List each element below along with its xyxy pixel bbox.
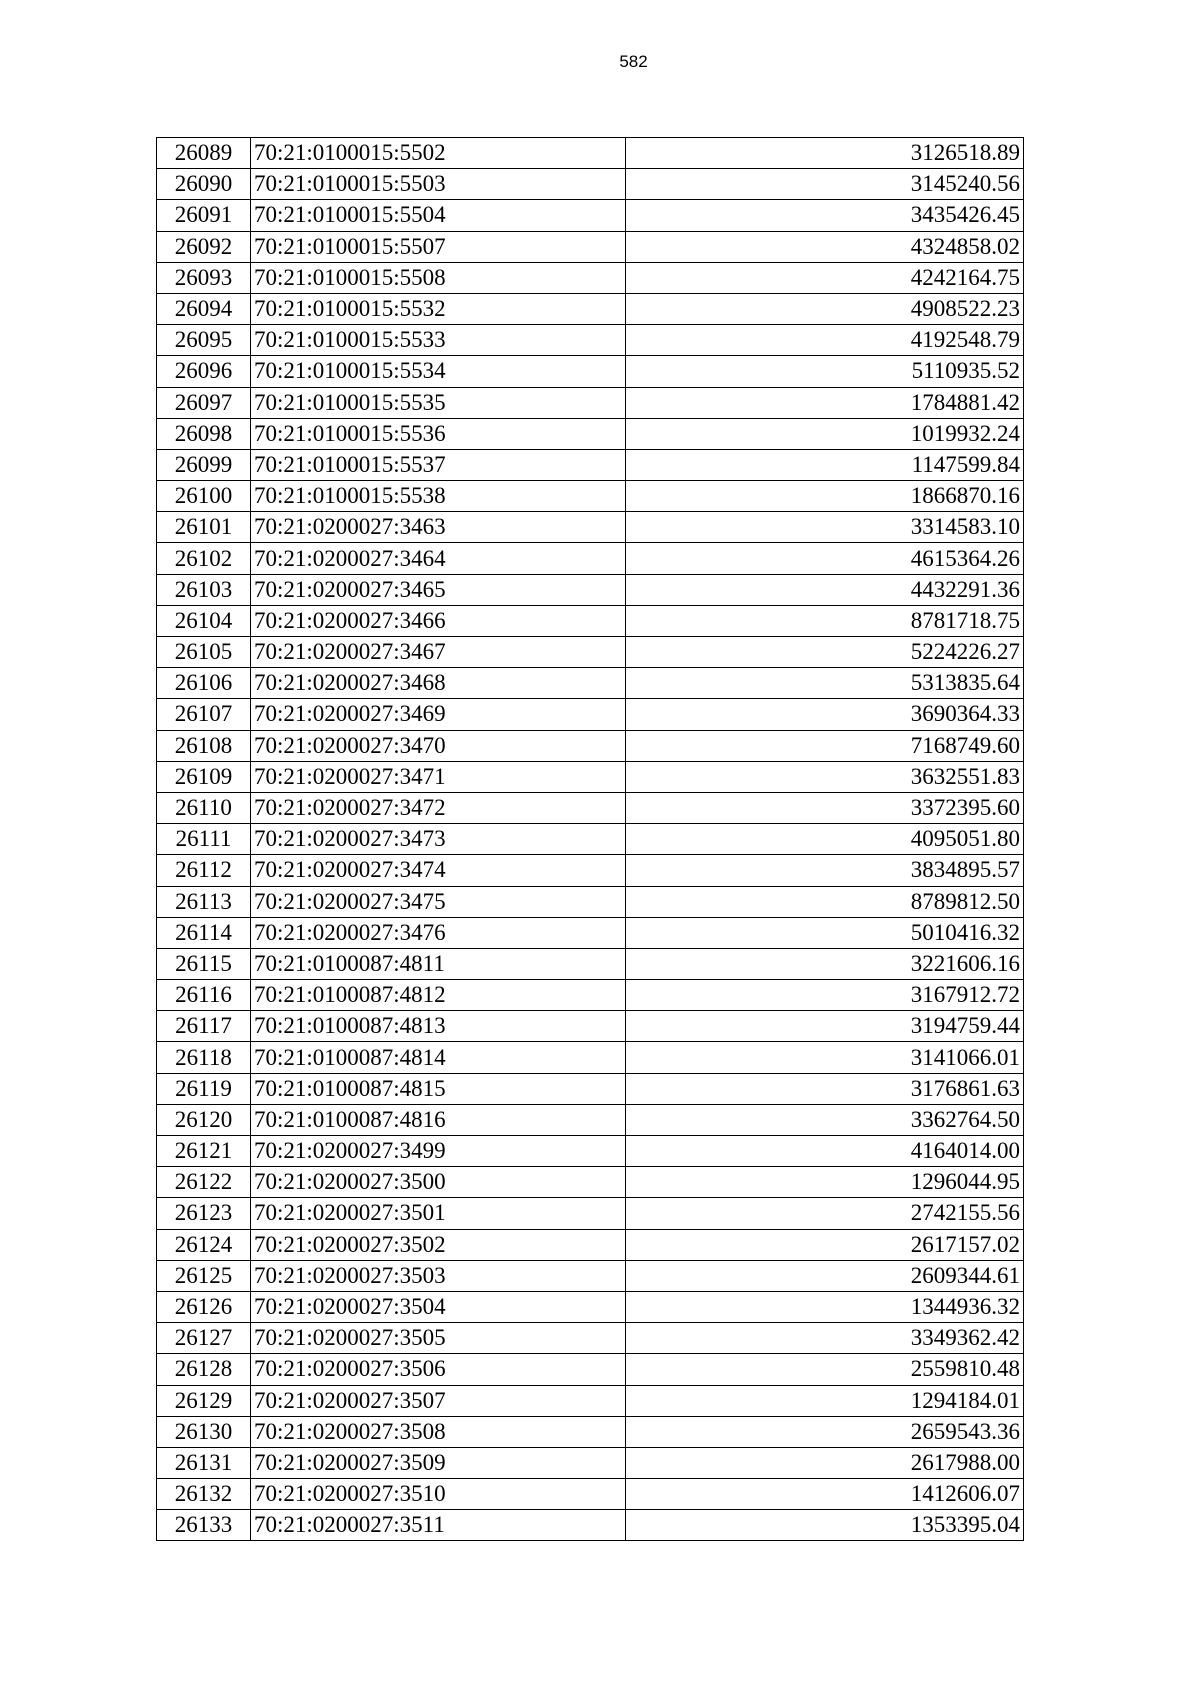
- cadastral-number-cell: 70:21:0100087:4814: [251, 1042, 626, 1073]
- row-number-cell: 26127: [157, 1323, 251, 1354]
- row-number-cell: 26095: [157, 325, 251, 356]
- cadastral-number-cell: 70:21:0200027:3506: [251, 1354, 626, 1385]
- cadastral-number-cell: 70:21:0200027:3503: [251, 1260, 626, 1291]
- value-cell: 4615364.26: [626, 543, 1024, 574]
- row-number-cell: 26100: [157, 481, 251, 512]
- value-cell: 3194759.44: [626, 1011, 1024, 1042]
- value-cell: 3834895.57: [626, 855, 1024, 886]
- table-row: [157, 761, 1024, 792]
- value-cell: 5313835.64: [626, 668, 1024, 699]
- value-cell: 1296044.95: [626, 1167, 1024, 1198]
- row-number-cell: 26121: [157, 1136, 251, 1167]
- row-number-cell: 26099: [157, 449, 251, 480]
- row-number-cell: 26089: [157, 138, 251, 169]
- value-cell: 2617157.02: [626, 1229, 1024, 1260]
- cadastral-number-cell: 70:21:0200027:3499: [251, 1136, 626, 1167]
- table-row: [157, 1011, 1024, 1042]
- data-table: [156, 137, 1024, 1541]
- value-cell: 1344936.32: [626, 1291, 1024, 1322]
- cadastral-number-cell: 70:21:0200027:3505: [251, 1323, 626, 1354]
- row-number-cell: 26115: [157, 948, 251, 979]
- row-number-cell: 26098: [157, 418, 251, 449]
- row-number-cell: 26111: [157, 824, 251, 855]
- cadastral-number-cell: 70:21:0200027:3501: [251, 1198, 626, 1229]
- row-number-cell: 26120: [157, 1104, 251, 1135]
- table-row: [157, 231, 1024, 262]
- row-number-cell: 26122: [157, 1167, 251, 1198]
- table-row: [157, 481, 1024, 512]
- cadastral-number-cell: 70:21:0200027:3508: [251, 1416, 626, 1447]
- cadastral-number-cell: 70:21:0100015:5536: [251, 418, 626, 449]
- row-number-cell: 26117: [157, 1011, 251, 1042]
- row-number-cell: 26093: [157, 262, 251, 293]
- cadastral-number-cell: 70:21:0200027:3470: [251, 730, 626, 761]
- cadastral-number-cell: 70:21:0200027:3472: [251, 792, 626, 823]
- value-cell: 5010416.32: [626, 917, 1024, 948]
- value-cell: 3690364.33: [626, 699, 1024, 730]
- value-cell: 3435426.45: [626, 200, 1024, 231]
- row-number-cell: 26119: [157, 1073, 251, 1104]
- cadastral-number-cell: 70:21:0200027:3511: [251, 1510, 626, 1541]
- value-cell: 8781718.75: [626, 605, 1024, 636]
- value-cell: 5224226.27: [626, 637, 1024, 668]
- table-row: [157, 1354, 1024, 1385]
- table-row: [157, 1104, 1024, 1135]
- value-cell: 1784881.42: [626, 387, 1024, 418]
- value-cell: 3221606.16: [626, 948, 1024, 979]
- table-row: [157, 792, 1024, 823]
- row-number-cell: 26107: [157, 699, 251, 730]
- row-number-cell: 26106: [157, 668, 251, 699]
- value-cell: 2559810.48: [626, 1354, 1024, 1385]
- row-number-cell: 26125: [157, 1260, 251, 1291]
- row-number-cell: 26113: [157, 886, 251, 917]
- cadastral-number-cell: 70:21:0200027:3504: [251, 1291, 626, 1322]
- table-row: [157, 948, 1024, 979]
- table-row: [157, 1291, 1024, 1322]
- value-cell: 3314583.10: [626, 512, 1024, 543]
- cadastral-number-cell: 70:21:0200027:3465: [251, 574, 626, 605]
- value-cell: 2609344.61: [626, 1260, 1024, 1291]
- cadastral-number-cell: 70:21:0200027:3464: [251, 543, 626, 574]
- table-body: [157, 138, 1024, 1541]
- row-number-cell: 26131: [157, 1447, 251, 1478]
- value-cell: 5110935.52: [626, 356, 1024, 387]
- value-cell: 4095051.80: [626, 824, 1024, 855]
- value-cell: 4432291.36: [626, 574, 1024, 605]
- table-row: [157, 1042, 1024, 1073]
- row-number-cell: 26105: [157, 637, 251, 668]
- cadastral-number-cell: 70:21:0100015:5504: [251, 200, 626, 231]
- table-row: [157, 1167, 1024, 1198]
- row-number-cell: 26108: [157, 730, 251, 761]
- row-number-cell: 26101: [157, 512, 251, 543]
- table-row: [157, 1229, 1024, 1260]
- table-row: [157, 1073, 1024, 1104]
- row-number-cell: 26097: [157, 387, 251, 418]
- cadastral-number-cell: 70:21:0100015:5533: [251, 325, 626, 356]
- value-cell: 4324858.02: [626, 231, 1024, 262]
- row-number-cell: 26091: [157, 200, 251, 231]
- row-number-cell: 26096: [157, 356, 251, 387]
- row-number-cell: 26116: [157, 980, 251, 1011]
- row-number-cell: 26123: [157, 1198, 251, 1229]
- value-cell: 4908522.23: [626, 293, 1024, 324]
- value-cell: 7168749.60: [626, 730, 1024, 761]
- table-row: [157, 1260, 1024, 1291]
- table-row: [157, 1136, 1024, 1167]
- cadastral-number-cell: 70:21:0100015:5535: [251, 387, 626, 418]
- row-number-cell: 26092: [157, 231, 251, 262]
- table-row: [157, 668, 1024, 699]
- value-cell: 3349362.42: [626, 1323, 1024, 1354]
- value-cell: 4242164.75: [626, 262, 1024, 293]
- cadastral-number-cell: 70:21:0100087:4813: [251, 1011, 626, 1042]
- page-number: 582: [619, 52, 648, 71]
- table-row: [157, 1479, 1024, 1510]
- cadastral-number-cell: 70:21:0100015:5503: [251, 169, 626, 200]
- cadastral-number-cell: 70:21:0200027:3476: [251, 917, 626, 948]
- value-cell: 3126518.89: [626, 138, 1024, 169]
- cadastral-number-cell: 70:21:0200027:3475: [251, 886, 626, 917]
- table-row: [157, 449, 1024, 480]
- row-number-cell: 26112: [157, 855, 251, 886]
- cadastral-number-cell: 70:21:0100015:5507: [251, 231, 626, 262]
- table-row: [157, 200, 1024, 231]
- row-number-cell: 26124: [157, 1229, 251, 1260]
- cadastral-number-cell: 70:21:0200027:3510: [251, 1479, 626, 1510]
- cadastral-number-cell: 70:21:0100087:4811: [251, 948, 626, 979]
- table-row: [157, 543, 1024, 574]
- cadastral-number-cell: 70:21:0100087:4815: [251, 1073, 626, 1104]
- row-number-cell: 26132: [157, 1479, 251, 1510]
- cadastral-number-cell: 70:21:0100015:5534: [251, 356, 626, 387]
- cadastral-number-cell: 70:21:0200027:3500: [251, 1167, 626, 1198]
- row-number-cell: 26128: [157, 1354, 251, 1385]
- table-row: [157, 387, 1024, 418]
- table-row: [157, 637, 1024, 668]
- row-number-cell: 26114: [157, 917, 251, 948]
- table-row: [157, 574, 1024, 605]
- value-cell: 3145240.56: [626, 169, 1024, 200]
- cadastral-number-cell: 70:21:0200027:3507: [251, 1385, 626, 1416]
- table-row: [157, 262, 1024, 293]
- value-cell: 4164014.00: [626, 1136, 1024, 1167]
- row-number-cell: 26094: [157, 293, 251, 324]
- value-cell: 4192548.79: [626, 325, 1024, 356]
- value-cell: 1294184.01: [626, 1385, 1024, 1416]
- cadastral-number-cell: 70:21:0100015:5537: [251, 449, 626, 480]
- value-cell: 1866870.16: [626, 481, 1024, 512]
- table-row: [157, 418, 1024, 449]
- value-cell: 2617988.00: [626, 1447, 1024, 1478]
- table-row: [157, 356, 1024, 387]
- row-number-cell: 26133: [157, 1510, 251, 1541]
- cadastral-number-cell: 70:21:0100087:4816: [251, 1104, 626, 1135]
- table-row: [157, 980, 1024, 1011]
- table-row: [157, 512, 1024, 543]
- row-number-cell: 26104: [157, 605, 251, 636]
- value-cell: 3362764.50: [626, 1104, 1024, 1135]
- cadastral-number-cell: 70:21:0200027:3474: [251, 855, 626, 886]
- row-number-cell: 26129: [157, 1385, 251, 1416]
- value-cell: 3141066.01: [626, 1042, 1024, 1073]
- cadastral-number-cell: 70:21:0200027:3468: [251, 668, 626, 699]
- value-cell: 8789812.50: [626, 886, 1024, 917]
- table-row: [157, 730, 1024, 761]
- value-cell: 3176861.63: [626, 1073, 1024, 1104]
- cadastral-number-cell: 70:21:0100015:5532: [251, 293, 626, 324]
- table-row: [157, 169, 1024, 200]
- cadastral-number-cell: 70:21:0100015:5508: [251, 262, 626, 293]
- cadastral-number-cell: 70:21:0200027:3502: [251, 1229, 626, 1260]
- row-number-cell: 26109: [157, 761, 251, 792]
- table-row: [157, 605, 1024, 636]
- row-number-cell: 26110: [157, 792, 251, 823]
- table-row: [157, 1447, 1024, 1478]
- cadastral-number-cell: 70:21:0100015:5538: [251, 481, 626, 512]
- value-cell: 3167912.72: [626, 980, 1024, 1011]
- cadastral-number-cell: 70:21:0100087:4812: [251, 980, 626, 1011]
- table-row: [157, 1198, 1024, 1229]
- table-row: [157, 886, 1024, 917]
- cadastral-number-cell: 70:21:0200027:3466: [251, 605, 626, 636]
- value-cell: 1412606.07: [626, 1479, 1024, 1510]
- value-cell: 1019932.24: [626, 418, 1024, 449]
- value-cell: 3632551.83: [626, 761, 1024, 792]
- table-row: [157, 1416, 1024, 1447]
- value-cell: 2742155.56: [626, 1198, 1024, 1229]
- table-row: [157, 138, 1024, 169]
- table-row: [157, 855, 1024, 886]
- row-number-cell: 26118: [157, 1042, 251, 1073]
- row-number-cell: 26102: [157, 543, 251, 574]
- table-row: [157, 1323, 1024, 1354]
- table-row: [157, 325, 1024, 356]
- row-number-cell: 26130: [157, 1416, 251, 1447]
- cadastral-number-cell: 70:21:0200027:3509: [251, 1447, 626, 1478]
- cadastral-number-cell: 70:21:0200027:3469: [251, 699, 626, 730]
- table-row: [157, 699, 1024, 730]
- cadastral-number-cell: 70:21:0200027:3463: [251, 512, 626, 543]
- table-row: [157, 1385, 1024, 1416]
- value-cell: 1353395.04: [626, 1510, 1024, 1541]
- table-row: [157, 293, 1024, 324]
- row-number-cell: 26090: [157, 169, 251, 200]
- cadastral-number-cell: 70:21:0200027:3467: [251, 637, 626, 668]
- cadastral-number-cell: 70:21:0100015:5502: [251, 138, 626, 169]
- table-row: [157, 824, 1024, 855]
- cadastral-number-cell: 70:21:0200027:3473: [251, 824, 626, 855]
- row-number-cell: 26126: [157, 1291, 251, 1322]
- value-cell: 1147599.84: [626, 449, 1024, 480]
- table-row: [157, 917, 1024, 948]
- value-cell: 2659543.36: [626, 1416, 1024, 1447]
- table-row: [157, 1510, 1024, 1541]
- cadastral-number-cell: 70:21:0200027:3471: [251, 761, 626, 792]
- value-cell: 3372395.60: [626, 792, 1024, 823]
- row-number-cell: 26103: [157, 574, 251, 605]
